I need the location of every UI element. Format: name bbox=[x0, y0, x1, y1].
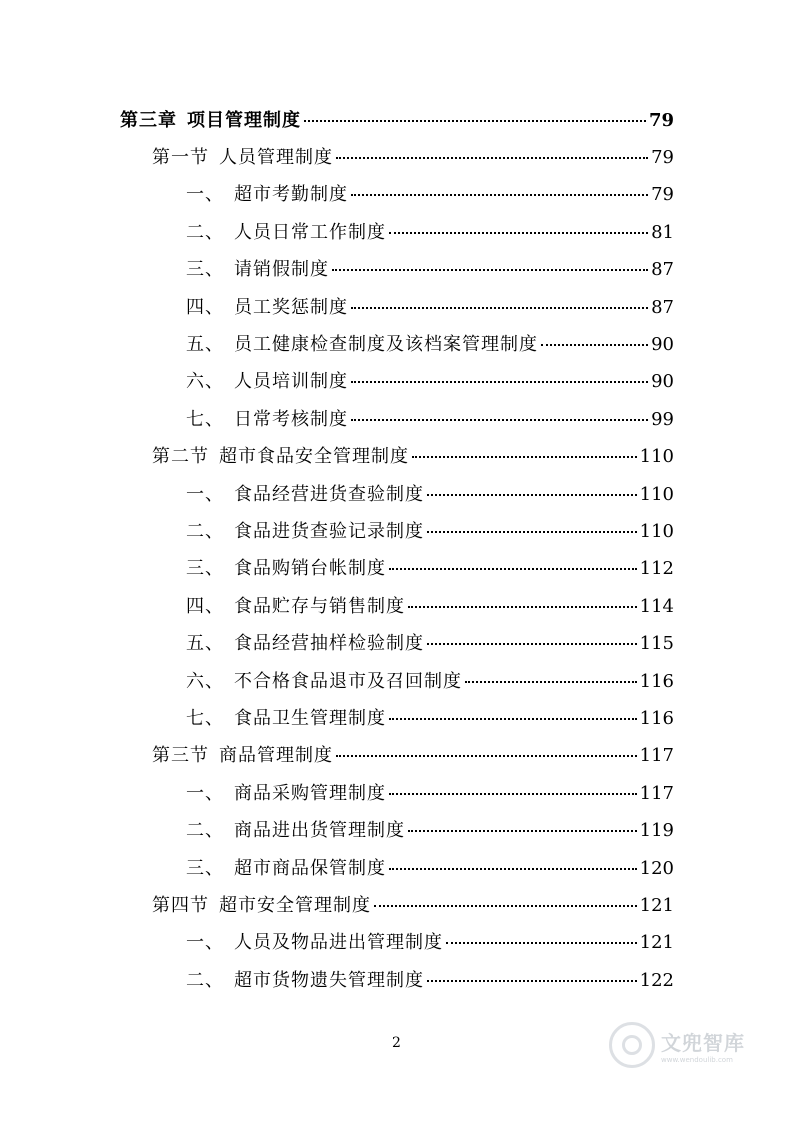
toc-leader-dots bbox=[427, 980, 637, 982]
page-number: 2 bbox=[392, 1035, 401, 1051]
toc-entry-page: 79 bbox=[651, 184, 674, 206]
toc-entry-page: 115 bbox=[639, 633, 674, 655]
toc-leader-dots bbox=[389, 868, 637, 870]
toc-leader-dots bbox=[351, 194, 648, 196]
toc-leader-dots bbox=[427, 531, 637, 533]
toc-entry-text: 食品贮存与销售制度 bbox=[234, 595, 405, 617]
toc-entry[interactable] bbox=[0, 586, 793, 623]
toc-entry-title bbox=[186, 293, 348, 319]
toc-entry-page: 117 bbox=[639, 745, 674, 767]
toc-entry-text: 人员管理制度 bbox=[219, 147, 333, 169]
toc-entry-title bbox=[120, 106, 301, 132]
toc-entry-number: 第一节 bbox=[152, 147, 209, 169]
toc-leader-dots bbox=[389, 718, 637, 720]
toc-entry-number: 五、 bbox=[186, 334, 224, 356]
toc-leader-dots bbox=[389, 232, 648, 234]
toc-entry-text: 超市食品安全管理制度 bbox=[219, 446, 409, 468]
toc-entry-text: 超市考勤制度 bbox=[234, 184, 348, 206]
toc-entry-text: 日常考核制度 bbox=[234, 408, 348, 430]
toc-entry[interactable] bbox=[0, 212, 793, 249]
toc-leader-dots bbox=[332, 269, 648, 271]
toc-entry-page: 120 bbox=[639, 857, 674, 879]
toc-leader-dots bbox=[408, 830, 637, 832]
toc-entry-number: 一、 bbox=[186, 782, 224, 804]
toc-entry-number: 七、 bbox=[186, 707, 224, 729]
toc-entry[interactable] bbox=[0, 661, 793, 698]
toc-entry-title bbox=[186, 405, 348, 431]
toc-entry[interactable] bbox=[0, 100, 793, 137]
toc-entry-text: 超市货物遗失管理制度 bbox=[234, 969, 424, 991]
toc-entry-title bbox=[186, 667, 462, 693]
toc-entry-title bbox=[186, 928, 443, 954]
toc-entry-title bbox=[186, 854, 386, 880]
toc-entry[interactable] bbox=[0, 848, 793, 885]
toc-entry-number: 第三节 bbox=[152, 745, 209, 767]
toc-entry-title bbox=[186, 218, 386, 244]
toc-leader-dots bbox=[408, 606, 637, 608]
toc-entry[interactable] bbox=[0, 885, 793, 922]
toc-entry-text: 人员及物品进出管理制度 bbox=[234, 932, 443, 954]
toc-entry-page: 90 bbox=[651, 334, 674, 356]
toc-entry-number: 三、 bbox=[186, 857, 224, 879]
toc-entry-page: 116 bbox=[639, 670, 674, 692]
toc-entry-number: 二、 bbox=[186, 221, 224, 243]
toc-entry-page: 81 bbox=[651, 221, 674, 243]
toc-leader-dots bbox=[427, 643, 637, 645]
toc-entry-page: 116 bbox=[639, 707, 674, 729]
toc-entry-text: 项目管理制度 bbox=[187, 109, 301, 131]
toc-entry-number: 七、 bbox=[186, 408, 224, 430]
toc-leader-dots bbox=[351, 381, 648, 383]
toc-entry-page: 79 bbox=[648, 109, 674, 131]
toc-entry[interactable] bbox=[0, 736, 793, 773]
toc-entry-title bbox=[186, 704, 386, 730]
toc-entry-title bbox=[186, 966, 424, 992]
toc-entry[interactable] bbox=[0, 549, 793, 586]
table-of-contents bbox=[0, 100, 793, 997]
toc-entry-title bbox=[186, 330, 538, 356]
toc-entry-text: 商品管理制度 bbox=[219, 745, 333, 767]
toc-entry-number: 五、 bbox=[186, 633, 224, 655]
toc-entry-number: 六、 bbox=[186, 670, 224, 692]
toc-entry-number: 三、 bbox=[186, 259, 224, 281]
toc-entry-text: 商品进出货管理制度 bbox=[234, 820, 405, 842]
toc-entry-text: 员工健康检查制度及该档案管理制度 bbox=[234, 334, 538, 356]
toc-entry[interactable] bbox=[0, 287, 793, 324]
toc-entry-number: 一、 bbox=[186, 483, 224, 505]
toc-entry[interactable] bbox=[0, 960, 793, 997]
toc-entry-title bbox=[152, 741, 333, 767]
toc-entry[interactable] bbox=[0, 698, 793, 735]
toc-entry-text: 请销假制度 bbox=[234, 259, 329, 281]
toc-entry[interactable] bbox=[0, 810, 793, 847]
toc-entry-text: 不合格食品退市及召回制度 bbox=[234, 670, 462, 692]
toc-entry-number: 六、 bbox=[186, 371, 224, 393]
toc-entry-number: 第二节 bbox=[152, 446, 209, 468]
toc-entry-text: 人员日常工作制度 bbox=[234, 221, 386, 243]
toc-entry-page: 122 bbox=[639, 969, 674, 991]
toc-entry-page: 110 bbox=[639, 483, 674, 505]
toc-entry-page: 99 bbox=[651, 408, 674, 430]
toc-leader-dots bbox=[336, 157, 648, 159]
toc-leader-dots bbox=[336, 755, 637, 757]
toc-entry[interactable] bbox=[0, 250, 793, 287]
toc-entry[interactable] bbox=[0, 923, 793, 960]
toc-entry-text: 商品采购管理制度 bbox=[234, 782, 386, 804]
toc-entry-number: 三、 bbox=[186, 558, 224, 580]
toc-entry-page: 87 bbox=[651, 296, 674, 318]
toc-leader-dots bbox=[446, 942, 637, 944]
toc-leader-dots bbox=[374, 905, 637, 907]
toc-entry-page: 90 bbox=[651, 371, 674, 393]
toc-leader-dots bbox=[351, 307, 648, 309]
toc-entry[interactable] bbox=[0, 324, 793, 361]
toc-entry-title bbox=[152, 891, 371, 917]
watermark-title: 文兜智库 bbox=[661, 1030, 745, 1055]
toc-entry-number: 一、 bbox=[186, 184, 224, 206]
watermark bbox=[609, 1022, 745, 1068]
watermark-url: www.wendoulib.com bbox=[661, 1055, 733, 1064]
toc-entry-number: 四、 bbox=[186, 296, 224, 318]
toc-entry-page: 79 bbox=[651, 147, 674, 169]
toc-entry-title bbox=[152, 442, 409, 468]
toc-entry-number: 第四节 bbox=[152, 894, 209, 916]
toc-entry-page: 112 bbox=[639, 558, 674, 580]
toc-entry-text: 食品卫生管理制度 bbox=[234, 707, 386, 729]
toc-entry[interactable] bbox=[0, 362, 793, 399]
toc-leader-dots bbox=[465, 681, 637, 683]
toc-entry-title bbox=[186, 517, 424, 543]
toc-entry-text: 员工奖惩制度 bbox=[234, 296, 348, 318]
watermark-logo-icon bbox=[609, 1022, 655, 1068]
toc-entry-number: 四、 bbox=[186, 595, 224, 617]
toc-entry-title bbox=[186, 255, 329, 281]
toc-leader-dots bbox=[412, 456, 637, 458]
toc-entry-number: 二、 bbox=[186, 820, 224, 842]
toc-entry-text: 食品经营进货查验制度 bbox=[234, 483, 424, 505]
toc-entry-number: 二、 bbox=[186, 520, 224, 542]
toc-entry-page: 110 bbox=[639, 520, 674, 542]
toc-entry[interactable] bbox=[0, 623, 793, 660]
toc-entry-text: 超市安全管理制度 bbox=[219, 894, 371, 916]
toc-entry-title bbox=[186, 367, 348, 393]
toc-entry-page: 121 bbox=[639, 932, 674, 954]
toc-entry-title bbox=[186, 629, 424, 655]
toc-leader-dots bbox=[304, 120, 646, 122]
toc-entry-number: 一、 bbox=[186, 932, 224, 954]
toc-leader-dots bbox=[427, 494, 637, 496]
toc-entry-title bbox=[152, 143, 333, 169]
toc-entry-text: 食品购销台帐制度 bbox=[234, 558, 386, 580]
toc-entry-title bbox=[186, 480, 424, 506]
toc-entry-page: 114 bbox=[639, 595, 674, 617]
toc-entry[interactable] bbox=[0, 175, 793, 212]
toc-entry-title bbox=[186, 180, 348, 206]
toc-entry[interactable] bbox=[0, 511, 793, 548]
toc-entry[interactable] bbox=[0, 474, 793, 511]
toc-entry[interactable] bbox=[0, 437, 793, 474]
toc-entry-number: 第三章 bbox=[120, 109, 177, 131]
toc-entry-text: 食品进货查验记录制度 bbox=[234, 520, 424, 542]
toc-entry-number: 二、 bbox=[186, 969, 224, 991]
toc-entry-title bbox=[186, 816, 405, 842]
toc-entry-page: 117 bbox=[639, 782, 674, 804]
toc-entry-text: 超市商品保管制度 bbox=[234, 857, 386, 879]
toc-entry-text: 人员培训制度 bbox=[234, 371, 348, 393]
toc-leader-dots bbox=[541, 344, 648, 346]
toc-entry[interactable] bbox=[0, 773, 793, 810]
toc-entry[interactable] bbox=[0, 399, 793, 436]
toc-entry-title bbox=[186, 779, 386, 805]
toc-entry[interactable] bbox=[0, 137, 793, 174]
toc-entry-page: 87 bbox=[651, 259, 674, 281]
toc-entry-title bbox=[186, 554, 386, 580]
toc-entry-page: 110 bbox=[639, 446, 674, 468]
toc-entry-page: 119 bbox=[639, 820, 674, 842]
toc-entry-page: 121 bbox=[639, 894, 674, 916]
toc-leader-dots bbox=[389, 793, 637, 795]
toc-leader-dots bbox=[389, 568, 637, 570]
toc-entry-title bbox=[186, 592, 405, 618]
toc-entry-text: 食品经营抽样检验制度 bbox=[234, 633, 424, 655]
toc-leader-dots bbox=[351, 419, 648, 421]
